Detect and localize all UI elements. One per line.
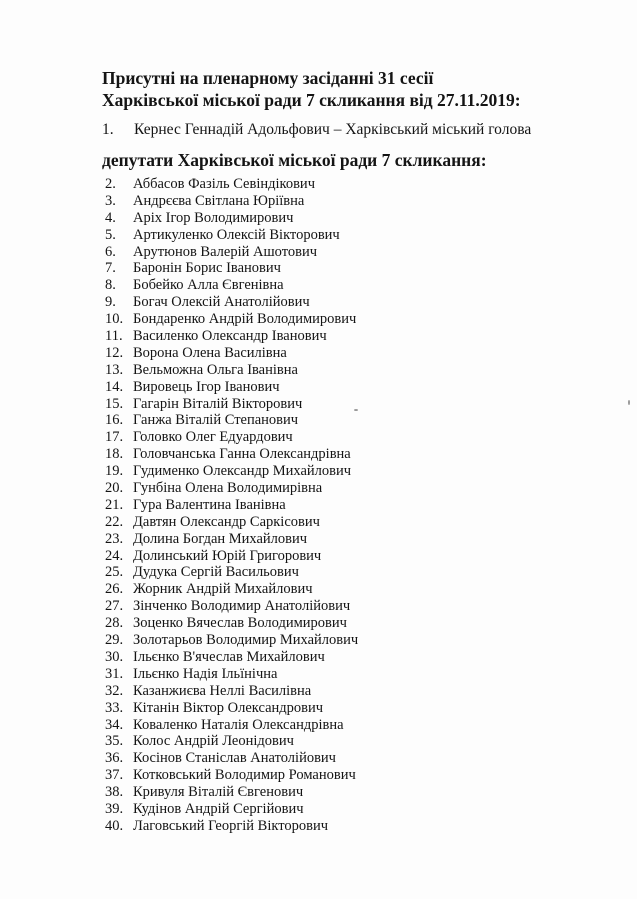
list-item-name: Василенко Олександр Іванович xyxy=(133,328,327,345)
list-item-name: Баронін Борис Іванович xyxy=(133,260,281,277)
list-item xyxy=(105,767,358,784)
list-item-number: 31. xyxy=(105,665,124,682)
list-item-number: 11. xyxy=(105,328,123,345)
list-item xyxy=(105,176,358,193)
list-item xyxy=(105,244,358,261)
list-item-name: Давтян Олександр Саркісович xyxy=(133,513,320,530)
list-item xyxy=(105,328,358,345)
list-item xyxy=(105,632,358,649)
list-item-name: Аріх Ігор Володимирович xyxy=(133,209,294,226)
title-line-1: Присутні на пленарному засіданні 31 сесії xyxy=(102,68,434,88)
list-item-name: Гудименко Олександр Михайлович xyxy=(133,463,352,480)
list-item-number: 21. xyxy=(105,496,124,513)
list-item xyxy=(105,193,358,210)
list-item-number: 30. xyxy=(105,648,124,665)
list-item-number: 23. xyxy=(105,530,124,547)
list-item-number: 12. xyxy=(105,344,124,361)
list-item-name: Золотарьов Володимир Михайлович xyxy=(133,632,359,649)
list-item-name: Богач Олексій Анатолійович xyxy=(133,294,310,311)
list-item xyxy=(105,733,358,750)
list-item-name: Дудука Сергій Васильович xyxy=(133,564,299,581)
list-item-name: Гагарін Віталій Вікторович xyxy=(133,395,303,412)
entry-text: Кернес Геннадій Адольфович – Харківський міський голова xyxy=(134,121,532,138)
list-item-name: Бондаренко Андрій Володимирович xyxy=(133,311,357,328)
list-item-number: 25. xyxy=(105,564,124,581)
list-item xyxy=(105,379,358,396)
list-item-name: Головко Олег Едуардович xyxy=(133,429,293,446)
list-item-number: 28. xyxy=(105,615,124,632)
list-item-number: 9. xyxy=(105,294,116,311)
list-item-name: Бобейко Алла Євгенівна xyxy=(133,277,284,294)
list-item-name: Лаговський Георгій Вікторович xyxy=(133,817,329,834)
list-item xyxy=(105,412,358,429)
list-item xyxy=(105,615,358,632)
list-item-name: Котковський Володимир Романович xyxy=(133,767,356,784)
list-item-number: 5. xyxy=(105,226,116,243)
list-item-number: 2. xyxy=(105,176,116,192)
list-item xyxy=(105,396,358,413)
deputies-heading: депутати Харківської міської ради 7 скликання: xyxy=(102,150,487,170)
list-item xyxy=(105,277,358,294)
list-item-number: 27. xyxy=(105,598,124,615)
list-item-number: 32. xyxy=(105,682,124,699)
list-item-number: 29. xyxy=(105,632,124,649)
list-item xyxy=(105,564,358,581)
list-item xyxy=(105,531,358,548)
list-item xyxy=(105,480,358,497)
list-item-number: 33. xyxy=(105,699,124,716)
list-item-name: Артикуленко Олексій Вікторович xyxy=(133,226,340,243)
list-item-name: Коваленко Наталія Олександрівна xyxy=(133,716,344,733)
list-item xyxy=(105,666,358,683)
list-item xyxy=(105,311,358,328)
list-item-name: Зоценко Вячеслав Володимирович xyxy=(133,615,347,632)
list-item xyxy=(105,598,358,615)
list-item-number: 37. xyxy=(105,767,124,784)
list-item xyxy=(105,429,358,446)
list-item-number: 26. xyxy=(105,581,124,598)
list-item-number: 22. xyxy=(105,513,124,530)
list-item xyxy=(105,548,358,565)
list-item xyxy=(105,463,358,480)
list-item xyxy=(105,514,358,531)
list-item-number: 10. xyxy=(105,311,124,328)
deputies-list xyxy=(105,176,358,835)
list-item-number: 24. xyxy=(105,547,124,564)
list-item-name: Кудінов Андрій Сергійович xyxy=(133,800,304,817)
list-item-number: 18. xyxy=(105,446,124,463)
scan-speck xyxy=(628,400,630,405)
list-item-number: 13. xyxy=(105,361,124,378)
list-item-number: 34. xyxy=(105,716,124,733)
list-item-number: 39. xyxy=(105,800,124,817)
list-item-name: Вировець Ігор Іванович xyxy=(133,378,280,395)
list-item xyxy=(105,683,358,700)
scan-speck xyxy=(354,409,358,411)
list-item-name: Ільєнко В'ячеслав Михайлович xyxy=(133,648,325,665)
list-item-name: Зінченко Володимир Анатолійович xyxy=(133,598,351,615)
list-item xyxy=(105,362,358,379)
list-item xyxy=(105,818,358,835)
list-item xyxy=(105,649,358,666)
list-item xyxy=(105,260,358,277)
list-item-name: Казанжиєва Неллі Василівна xyxy=(133,682,312,699)
list-item-number: 15. xyxy=(105,395,124,412)
list-item xyxy=(105,294,358,311)
list-item-number: 36. xyxy=(105,750,124,767)
list-item-name: Гура Валентина Іванівна xyxy=(133,496,286,513)
list-item-name: Вельможна Ольга Іванівна xyxy=(133,361,298,378)
list-item-number: 38. xyxy=(105,784,124,801)
list-item xyxy=(105,784,358,801)
list-item-name: Долина Богдан Михайлович xyxy=(133,530,308,547)
list-item xyxy=(105,581,358,598)
list-item xyxy=(105,497,358,514)
list-item-number: 16. xyxy=(105,412,124,429)
list-item-number: 20. xyxy=(105,480,124,497)
list-item-name: Андрєєва Світлана Юріївна xyxy=(133,192,305,209)
list-item xyxy=(105,345,358,362)
list-item-number: 40. xyxy=(105,817,124,834)
list-item xyxy=(105,700,358,717)
list-item-name: Ганжа Віталій Степанович xyxy=(133,412,299,429)
list-item-name: Долинський Юрій Григорович xyxy=(133,547,322,564)
list-item-name: Гунбіна Олена Володимирівна xyxy=(133,480,323,497)
list-item-name: Ворона Олена Василівна xyxy=(133,344,287,361)
list-item xyxy=(105,227,358,244)
list-item-number: 14. xyxy=(105,378,124,395)
list-item xyxy=(105,750,358,767)
list-item-number: 7. xyxy=(105,260,116,277)
list-item-number: 19. xyxy=(105,463,124,480)
document-title xyxy=(102,67,622,111)
list-item xyxy=(105,210,358,227)
list-item-number: 17. xyxy=(105,429,124,446)
list-item-name: Косінов Станіслав Анатолійович xyxy=(133,750,336,767)
list-item-number: 35. xyxy=(105,733,124,750)
list-item-name: Ільєнко Надія Ільїнічна xyxy=(133,665,278,682)
entry-number: 1. xyxy=(102,121,114,138)
list-item-number: 8. xyxy=(105,277,116,294)
list-item-name: Колос Андрій Леонідович xyxy=(133,733,294,750)
list-item-name: Кривуля Віталій Євгенович xyxy=(133,784,304,801)
list-item-name: Арутюнов Валерій Ашотович xyxy=(133,243,317,260)
list-item-name: Жорник Андрій Михайлович xyxy=(133,581,313,598)
title-line-2: Харківської міської ради 7 скликання від 27.11.2019: xyxy=(102,90,521,110)
list-item-name: Кітанін Віктор Олександрович xyxy=(133,699,324,716)
list-item xyxy=(105,801,358,818)
list-item xyxy=(105,717,358,734)
list-item xyxy=(105,446,358,463)
list-item-number: 6. xyxy=(105,243,116,260)
list-item-name: Аббасов Фазіль Севіндікович xyxy=(133,176,315,192)
list-item-number: 4. xyxy=(105,209,116,226)
list-item-number: 3. xyxy=(105,192,116,209)
mayor-entry xyxy=(102,120,531,140)
list-item-name: Головчанська Ганна Олександрівна xyxy=(133,446,351,463)
